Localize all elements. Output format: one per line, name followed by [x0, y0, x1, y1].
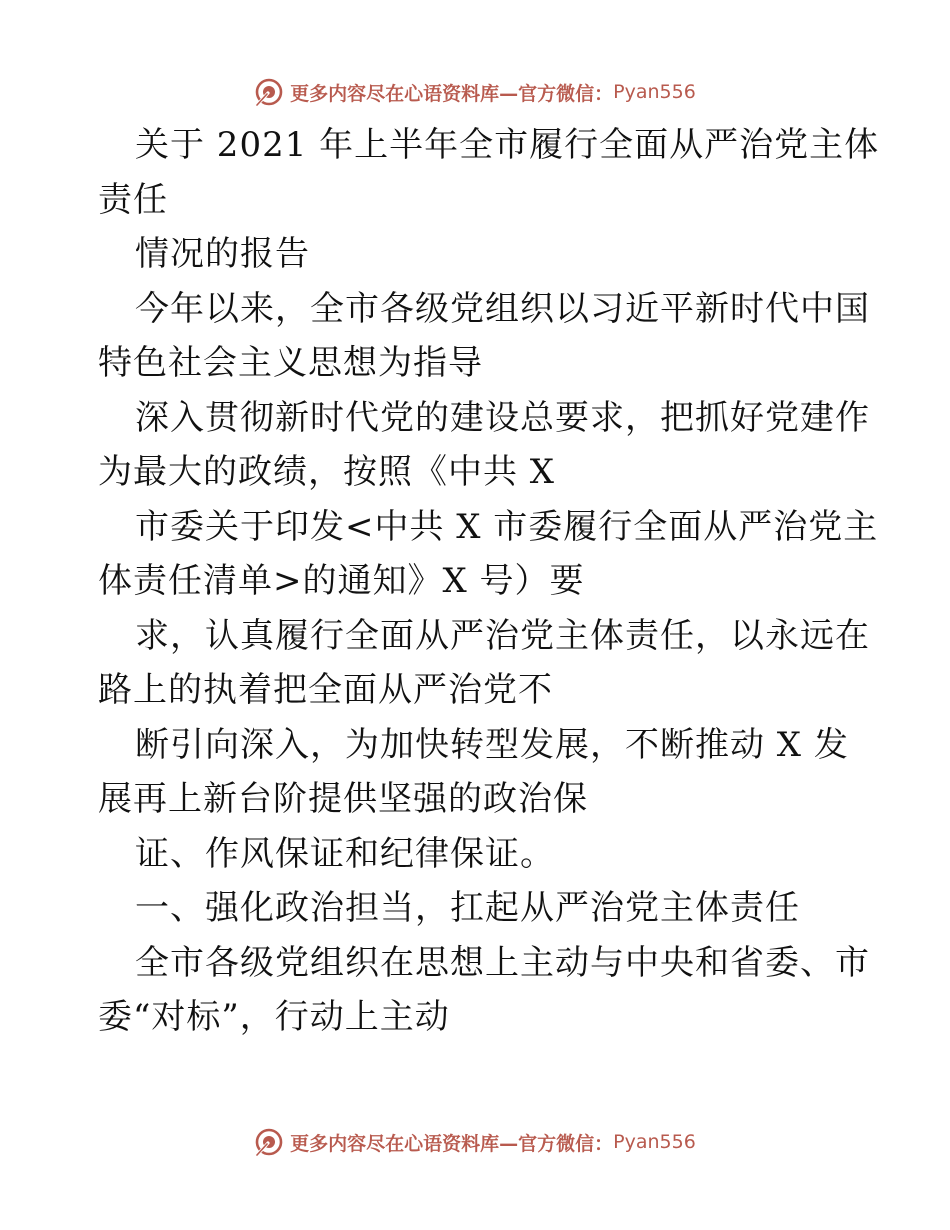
footer-banner-wechat-id: Pyan556 — [613, 1131, 696, 1153]
doc-line: 为最大的政绩，按照《中共 X — [98, 452, 556, 492]
header-banner-text: 更多内容尽在心语资料库—官方微信： — [290, 82, 614, 105]
doc-subtitle: 情况的报告 — [135, 234, 310, 274]
footer-banner-text: 更多内容尽在心语资料库—官方微信： — [290, 1132, 614, 1155]
header-banner-wechat-id: Pyan556 — [613, 81, 696, 103]
doc-line: 委“对标”，行动上主动 — [98, 997, 450, 1037]
doc-line: 今年以来，全市各级党组织以习近平新时代中国 — [135, 288, 870, 329]
doc-line: 路上的执着把全面从严治党不 — [98, 670, 553, 710]
footer-banner — [0, 1122, 950, 1162]
doc-line: 深入贯彻新时代党的建设总要求，把抓好党建作 — [135, 397, 870, 438]
doc-line: 展再上新台阶提供坚强的政治保 — [98, 779, 588, 819]
section-heading: 一、强化政治担当，扛起从严治党主体责任 — [135, 888, 800, 928]
doc-title-line-2: 责任 — [98, 179, 168, 220]
doc-title-line-1: 关于 2021 年上半年全市履行全面从严治党主体 — [135, 125, 880, 165]
doc-line: 市委关于印发<中共 X 市委履行全面从严治党主 — [135, 506, 879, 547]
doc-line: 证、作风保证和纪律保证。 — [135, 833, 555, 874]
document-body — [98, 118, 880, 1045]
doc-line: 求，认真履行全面从严治党主体责任，以永远在 — [135, 615, 870, 656]
doc-line: 全市各级党组织在思想上主动与中央和省委、市 — [135, 942, 870, 983]
doc-line: 断引向深入，为加快转型发展，不断推动 X 发 — [135, 724, 849, 765]
header-banner — [0, 72, 950, 112]
brush-logo-icon — [254, 77, 284, 107]
brush-logo-icon — [254, 1127, 284, 1157]
doc-line: 体责任清单>的通知》X 号）要 — [98, 561, 585, 601]
doc-line: 特色社会主义思想为指导 — [98, 343, 483, 383]
